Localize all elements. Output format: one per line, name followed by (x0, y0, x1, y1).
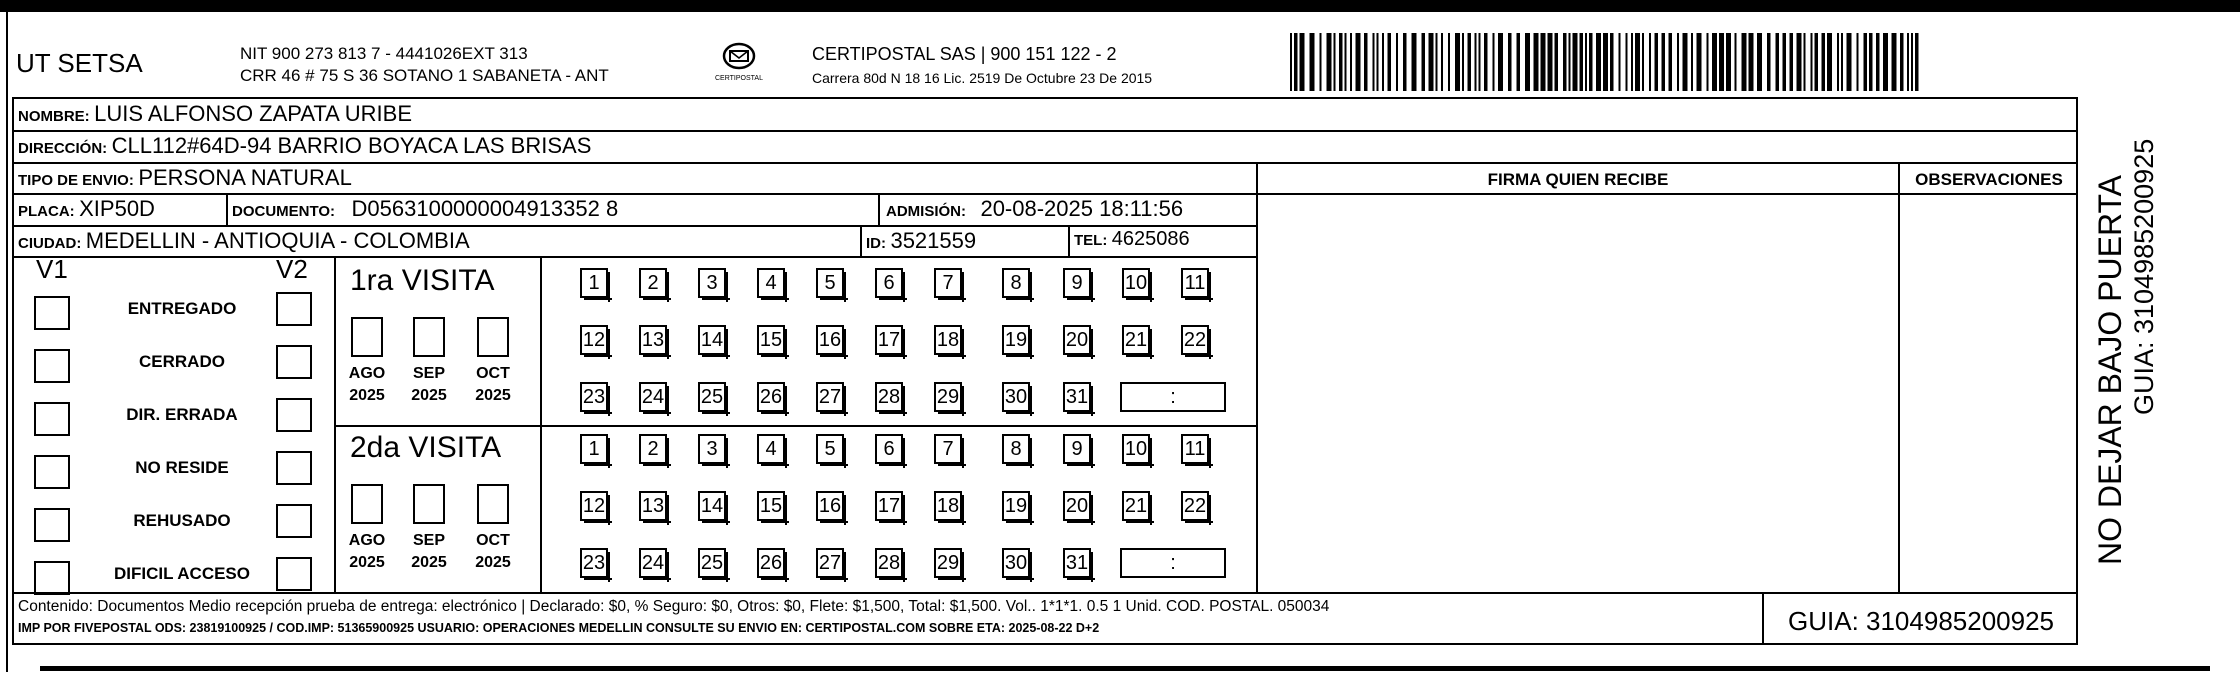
month-name: OCT (476, 365, 510, 382)
day-box[interactable]: 25 (698, 548, 726, 578)
no-dejar-text: NO DEJAR BAJO PUERTA (2092, 175, 2128, 565)
time-box[interactable]: : (1120, 382, 1226, 412)
day-box[interactable]: 25 (698, 382, 726, 412)
license-line: Carrera 80d N 18 16 Lic. 2519 De Octubre 23 De 2015 (812, 70, 1153, 86)
day-box[interactable]: 4 (757, 434, 785, 464)
day-box[interactable]: 1 (580, 434, 608, 464)
v1-checkbox[interactable] (34, 296, 70, 330)
status-label: DIR. ERRADA (126, 405, 238, 424)
day-box[interactable]: 19 (1002, 491, 1030, 521)
v2-checkbox[interactable] (276, 292, 312, 326)
status-sep (334, 256, 336, 593)
day-box[interactable]: 26 (757, 382, 785, 412)
day-box[interactable]: 6 (875, 434, 903, 464)
month-checkbox[interactable] (477, 484, 509, 524)
status-label: CERRADO (139, 352, 225, 371)
firma-label: FIRMA QUIEN RECIBE (1487, 170, 1669, 189)
scan-top-border (0, 0, 2240, 12)
v1-checkbox[interactable] (34, 455, 70, 489)
day-box[interactable]: 27 (816, 382, 844, 412)
scan-left-edge (6, 12, 8, 672)
day-box[interactable]: 18 (934, 491, 962, 521)
documento-label: DOCUMENTO: (232, 203, 336, 220)
tipo-value: PERSONA NATURAL (138, 165, 352, 190)
day-box[interactable]: 18 (934, 325, 962, 355)
v1-checkbox[interactable] (34, 349, 70, 383)
scan-bottom-line (40, 666, 2210, 671)
month-year: 2025 (411, 387, 447, 404)
time-box[interactable]: : (1120, 548, 1226, 578)
month-name: AGO (348, 532, 386, 549)
obs-left-line (1898, 162, 1900, 593)
month-year: 2025 (475, 387, 511, 404)
day-box[interactable]: 6 (875, 268, 903, 298)
status-label: REHUSADO (133, 511, 231, 530)
day-box[interactable]: 20 (1063, 491, 1091, 521)
day-box[interactable]: 24 (639, 548, 667, 578)
day-box[interactable]: 8 (1002, 268, 1030, 298)
nit-line: NIT 900 273 813 7 - 4441026EXT 313 (240, 44, 528, 63)
day-box[interactable]: 31 (1063, 382, 1091, 412)
month-checkbox[interactable] (351, 484, 383, 524)
v1-checkbox[interactable] (34, 561, 70, 595)
v2-checkbox[interactable] (276, 398, 312, 432)
v2-checkbox[interactable] (276, 557, 312, 591)
row-line-5 (12, 256, 1258, 258)
day-box[interactable]: 11 (1181, 434, 1209, 464)
row-line-1 (12, 130, 2078, 132)
certipostal-logo (704, 40, 774, 88)
day-box[interactable]: 12 (580, 491, 608, 521)
day-box[interactable]: 3 (698, 268, 726, 298)
day-box[interactable]: 2 (639, 434, 667, 464)
day-box[interactable]: 31 (1063, 548, 1091, 578)
day-box[interactable]: 27 (816, 548, 844, 578)
row-line-3 (12, 193, 1258, 195)
tel-cell (1074, 228, 1190, 251)
month-name: SEP (412, 532, 445, 549)
day-box[interactable]: 9 (1063, 434, 1091, 464)
day-box[interactable]: 8 (1002, 434, 1030, 464)
barcode (1290, 33, 1922, 91)
status-label: NO RESIDE (135, 458, 229, 477)
v2-checkbox[interactable] (276, 345, 312, 379)
day-box[interactable]: 17 (875, 325, 903, 355)
id-value: 3521559 (890, 228, 977, 253)
placa-value: XIP50D (79, 196, 155, 221)
month-name: AGO (348, 365, 386, 382)
day-box[interactable]: 10 (1122, 434, 1150, 464)
documento-value: D0563100000004913352 8 (351, 196, 619, 221)
day-box[interactable]: 5 (816, 268, 844, 298)
sig-left-line (1256, 162, 1258, 593)
day-box[interactable]: 9 (1063, 268, 1091, 298)
side-text (2092, 125, 2168, 565)
day-box[interactable]: 12 (580, 325, 608, 355)
direccion-label: DIRECCIÓN: (18, 140, 108, 157)
day-box[interactable]: 5 (816, 434, 844, 464)
visit-divider (334, 425, 1258, 427)
day-box[interactable]: 13 (639, 325, 667, 355)
tipo-label: TIPO DE ENVIO: (18, 172, 134, 189)
day-box[interactable]: 14 (698, 491, 726, 521)
day-box[interactable]: 16 (816, 325, 844, 355)
day-box[interactable]: 29 (934, 548, 962, 578)
day-box[interactable]: 30 (1002, 548, 1030, 578)
observaciones-label: OBSERVACIONES (1915, 170, 2063, 189)
month-sep (540, 256, 542, 593)
side-guia-text: GUIA: 3104985200925 (2129, 138, 2159, 415)
day-box[interactable]: 10 (1122, 268, 1150, 298)
svg-text:CERTIPOSTAL: CERTIPOSTAL (715, 75, 763, 82)
day-box[interactable]: 15 (757, 325, 785, 355)
imp-line: IMP POR FIVEPOSTAL ODS: 23819100925 / COD.IMP: 51365900925 USUARIO: OPERACIONES MEDELLIN CONSULTE SU ENVIO EN: CERTIPOSTAL.COM SOBRE ETA: 2025-08-22 D+2 (18, 621, 1100, 635)
address-line: CRR 46 # 75 S 36 SOTANO 1 SABANETA - ANT (240, 66, 609, 85)
row5-sep-2 (1068, 225, 1070, 256)
id-cell (866, 228, 976, 254)
v2-checkbox[interactable] (276, 451, 312, 485)
day-box[interactable]: 7 (934, 268, 962, 298)
v2-label: V2 (276, 254, 308, 284)
nombre-value: LUIS ALFONSO ZAPATA URIBE (94, 101, 412, 126)
v1-label: V1 (36, 254, 68, 284)
day-box[interactable]: 21 (1122, 325, 1150, 355)
ciudad-label: CIUDAD: (18, 235, 82, 252)
day-box[interactable]: 22 (1181, 325, 1209, 355)
v2-checkbox[interactable] (276, 504, 312, 538)
row-line-3r (1256, 193, 2078, 195)
row-line-4 (12, 225, 1258, 227)
contenido-line: Contenido: Documentos Medio recepción prueba de entrega: electrónico | Declarado: $0, % Seguro: $0, Otros: $0, Flete: $1,500, Total: $1,500. Vol.. 1*1*1. 0.5 1 Unid. COD. POSTAL. 050034 (18, 598, 1330, 615)
status-label: DIFICIL ACCESO (113, 564, 250, 583)
row4-sep-1 (226, 193, 228, 225)
day-box[interactable]: 20 (1063, 325, 1091, 355)
admision-label: ADMISIÓN: (886, 203, 966, 220)
admision-value: 20-08-2025 18:11:56 (980, 196, 1184, 221)
day-box[interactable]: 15 (757, 491, 785, 521)
nombre-label: NOMBRE: (18, 108, 90, 125)
footer-guia: GUIA: 3104985200925 (1788, 606, 2054, 636)
day-box[interactable]: 16 (816, 491, 844, 521)
month-year: 2025 (349, 387, 385, 404)
day-box[interactable]: 28 (875, 548, 903, 578)
placa-label: PLACA: (18, 203, 75, 220)
day-box[interactable]: 14 (698, 325, 726, 355)
day-box[interactable]: 23 (580, 548, 608, 578)
row-line-2 (12, 162, 2078, 164)
ciudad-cell (18, 228, 470, 254)
day-box[interactable]: 19 (1002, 325, 1030, 355)
month-name: OCT (476, 532, 510, 549)
status-label: ENTREGADO (127, 299, 237, 318)
month-name: SEP (412, 365, 445, 382)
tipo-row (18, 165, 352, 191)
tel-value: 4625086 (1111, 228, 1190, 250)
month-checkbox[interactable] (413, 317, 445, 357)
tel-label: TEL: (1074, 232, 1108, 249)
v1-checkbox[interactable] (34, 508, 70, 542)
month-checkbox[interactable] (351, 317, 383, 357)
month-year: 2025 (349, 554, 385, 571)
day-box[interactable]: 11 (1181, 268, 1209, 298)
day-box[interactable]: 30 (1002, 382, 1030, 412)
day-box[interactable]: 21 (1122, 491, 1150, 521)
day-box[interactable]: 1 (580, 268, 608, 298)
day-box[interactable]: 17 (875, 491, 903, 521)
company-name: UT SETSA (16, 48, 143, 78)
day-box[interactable]: 26 (757, 548, 785, 578)
month-checkbox[interactable] (413, 484, 445, 524)
carrier-line: CERTIPOSTAL SAS | 900 151 122 - 2 (812, 44, 1117, 64)
direccion-value: CLL112#64D-94 BARRIO BOYACA LAS BRISAS (111, 133, 592, 158)
v1-checkbox[interactable] (34, 402, 70, 436)
row5-sep-1 (860, 225, 862, 256)
day-box[interactable]: 24 (639, 382, 667, 412)
direccion-row (18, 133, 591, 159)
ciudad-value: MEDELLIN - ANTIOQUIA - COLOMBIA (85, 228, 470, 253)
month-year: 2025 (475, 554, 511, 571)
day-box[interactable]: 23 (580, 382, 608, 412)
day-box[interactable]: 3 (698, 434, 726, 464)
documento-cell (232, 196, 618, 222)
nombre-row (18, 101, 412, 127)
day-box[interactable]: 22 (1181, 491, 1209, 521)
id-label: ID: (866, 235, 886, 252)
day-box[interactable]: 7 (934, 434, 962, 464)
month-year: 2025 (411, 554, 447, 571)
day-box[interactable]: 29 (934, 382, 962, 412)
day-box[interactable]: 4 (757, 268, 785, 298)
day-box[interactable]: 2 (639, 268, 667, 298)
first-visit-title: 1ra VISITA (350, 264, 495, 297)
placa-cell (18, 196, 155, 222)
row4-sep-2 (878, 193, 880, 225)
second-visit-title: 2da VISITA (350, 431, 502, 464)
day-box[interactable]: 28 (875, 382, 903, 412)
admision-cell (886, 196, 1183, 222)
day-box[interactable]: 13 (639, 491, 667, 521)
footer-line (12, 592, 2078, 594)
month-checkbox[interactable] (477, 317, 509, 357)
